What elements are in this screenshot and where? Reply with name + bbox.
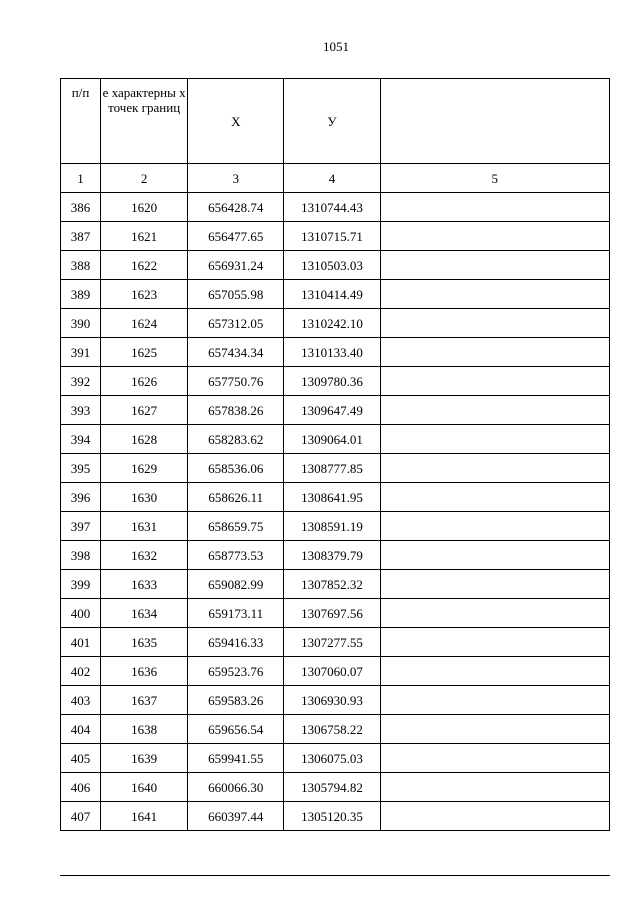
cell-index: 404: [61, 715, 101, 744]
cell-y: 1308777.85: [284, 454, 380, 483]
cell-y: 1308591.19: [284, 512, 380, 541]
cell-x: 659941.55: [188, 744, 284, 773]
cell-x: 659656.54: [188, 715, 284, 744]
cell-point-number: 1641: [101, 802, 188, 831]
cell-extra: [380, 570, 609, 599]
cell-point-number: 1621: [101, 222, 188, 251]
table-row: [61, 222, 610, 251]
cell-y: 1309647.49: [284, 396, 380, 425]
cell-extra: [380, 512, 609, 541]
cell-index: 403: [61, 686, 101, 715]
cell-index: 389: [61, 280, 101, 309]
cell-extra: [380, 367, 609, 396]
header-cell-extra: [380, 79, 609, 164]
cell-extra: [380, 338, 609, 367]
cell-x: 658283.62: [188, 425, 284, 454]
table-row: [61, 686, 610, 715]
cell-point-number: 1620: [101, 193, 188, 222]
cell-extra: [380, 454, 609, 483]
cell-extra: [380, 715, 609, 744]
cell-point-number: 1632: [101, 541, 188, 570]
cell-index: 406: [61, 773, 101, 802]
cell-y: 1305120.35: [284, 802, 380, 831]
cell-extra: [380, 222, 609, 251]
header-cell-index: п/п: [61, 79, 101, 164]
cell-index: 386: [61, 193, 101, 222]
table-row: [61, 280, 610, 309]
cell-point-number: 1640: [101, 773, 188, 802]
table-header-row: [61, 79, 610, 164]
cell-x: 660397.44: [188, 802, 284, 831]
cell-point-number: 1637: [101, 686, 188, 715]
table-row: [61, 773, 610, 802]
cell-point-number: 1624: [101, 309, 188, 338]
cell-x: 657312.05: [188, 309, 284, 338]
cell-y: 1307060.07: [284, 657, 380, 686]
header-cell-point-number: е характерны х точек границ: [101, 79, 188, 164]
header-cell-x: Х: [188, 79, 284, 164]
cell-index: 394: [61, 425, 101, 454]
cell-extra: [380, 773, 609, 802]
cell-x: 659416.33: [188, 628, 284, 657]
column-number: 5: [380, 164, 609, 193]
cell-y: 1306930.93: [284, 686, 380, 715]
cell-index: 399: [61, 570, 101, 599]
cell-extra: [380, 396, 609, 425]
cell-y: 1307277.55: [284, 628, 380, 657]
cell-index: 397: [61, 512, 101, 541]
cell-point-number: 1626: [101, 367, 188, 396]
cell-extra: [380, 657, 609, 686]
cell-point-number: 1622: [101, 251, 188, 280]
cell-point-number: 1628: [101, 425, 188, 454]
header-cell-y: У: [284, 79, 380, 164]
cell-index: 391: [61, 338, 101, 367]
footer-rule: [60, 875, 610, 876]
cell-point-number: 1627: [101, 396, 188, 425]
cell-extra: [380, 802, 609, 831]
cell-index: 387: [61, 222, 101, 251]
cell-index: 396: [61, 483, 101, 512]
cell-y: 1310133.40: [284, 338, 380, 367]
column-number: 4: [284, 164, 380, 193]
cell-x: 659173.11: [188, 599, 284, 628]
cell-x: 659082.99: [188, 570, 284, 599]
cell-extra: [380, 599, 609, 628]
cell-x: 658536.06: [188, 454, 284, 483]
cell-index: 405: [61, 744, 101, 773]
cell-index: 392: [61, 367, 101, 396]
cell-point-number: 1636: [101, 657, 188, 686]
table-row: [61, 193, 610, 222]
coordinates-table: [60, 78, 610, 831]
table-row: [61, 309, 610, 338]
cell-point-number: 1625: [101, 338, 188, 367]
cell-index: 401: [61, 628, 101, 657]
table-row: [61, 628, 610, 657]
cell-point-number: 1638: [101, 715, 188, 744]
cell-extra: [380, 193, 609, 222]
cell-y: 1306758.22: [284, 715, 380, 744]
table-row: [61, 338, 610, 367]
cell-extra: [380, 251, 609, 280]
cell-y: 1309064.01: [284, 425, 380, 454]
table-row: [61, 396, 610, 425]
column-number: 3: [188, 164, 284, 193]
cell-index: 395: [61, 454, 101, 483]
table-row: [61, 599, 610, 628]
table-row: [61, 570, 610, 599]
cell-y: 1307697.56: [284, 599, 380, 628]
table-row: [61, 657, 610, 686]
column-number-row: [61, 164, 610, 193]
cell-y: 1310242.10: [284, 309, 380, 338]
table-row: [61, 367, 610, 396]
column-number: 1: [61, 164, 101, 193]
column-number: 2: [101, 164, 188, 193]
cell-y: 1310503.03: [284, 251, 380, 280]
cell-y: 1310715.71: [284, 222, 380, 251]
cell-x: 657750.76: [188, 367, 284, 396]
cell-y: 1308379.79: [284, 541, 380, 570]
cell-point-number: 1635: [101, 628, 188, 657]
cell-x: 656477.65: [188, 222, 284, 251]
table-row: [61, 454, 610, 483]
cell-extra: [380, 309, 609, 338]
page-number: 1051: [323, 39, 349, 54]
cell-index: 398: [61, 541, 101, 570]
cell-extra: [380, 541, 609, 570]
cell-point-number: 1629: [101, 454, 188, 483]
table-row: [61, 744, 610, 773]
cell-index: 407: [61, 802, 101, 831]
cell-x: 656931.24: [188, 251, 284, 280]
cell-point-number: 1639: [101, 744, 188, 773]
cell-index: 402: [61, 657, 101, 686]
table-row: [61, 802, 610, 831]
cell-index: 393: [61, 396, 101, 425]
cell-y: 1307852.32: [284, 570, 380, 599]
cell-point-number: 1630: [101, 483, 188, 512]
table-row: [61, 251, 610, 280]
cell-x: 657055.98: [188, 280, 284, 309]
cell-y: 1306075.03: [284, 744, 380, 773]
table-row: [61, 541, 610, 570]
table-row: [61, 512, 610, 541]
cell-y: 1308641.95: [284, 483, 380, 512]
cell-index: 400: [61, 599, 101, 628]
cell-x: 656428.74: [188, 193, 284, 222]
cell-extra: [380, 280, 609, 309]
cell-extra: [380, 425, 609, 454]
cell-index: 388: [61, 251, 101, 280]
table-row: [61, 425, 610, 454]
cell-point-number: 1623: [101, 280, 188, 309]
cell-x: 660066.30: [188, 773, 284, 802]
cell-y: 1310744.43: [284, 193, 380, 222]
cell-index: 390: [61, 309, 101, 338]
cell-x: 658626.11: [188, 483, 284, 512]
cell-extra: [380, 744, 609, 773]
cell-y: 1310414.49: [284, 280, 380, 309]
cell-x: 657838.26: [188, 396, 284, 425]
cell-extra: [380, 483, 609, 512]
cell-point-number: 1634: [101, 599, 188, 628]
cell-y: 1305794.82: [284, 773, 380, 802]
table-row: [61, 483, 610, 512]
cell-x: 658773.53: [188, 541, 284, 570]
cell-extra: [380, 686, 609, 715]
cell-y: 1309780.36: [284, 367, 380, 396]
cell-extra: [380, 628, 609, 657]
cell-x: 659523.76: [188, 657, 284, 686]
table-row: [61, 715, 610, 744]
cell-x: 658659.75: [188, 512, 284, 541]
cell-point-number: 1633: [101, 570, 188, 599]
cell-x: 657434.34: [188, 338, 284, 367]
cell-point-number: 1631: [101, 512, 188, 541]
cell-x: 659583.26: [188, 686, 284, 715]
